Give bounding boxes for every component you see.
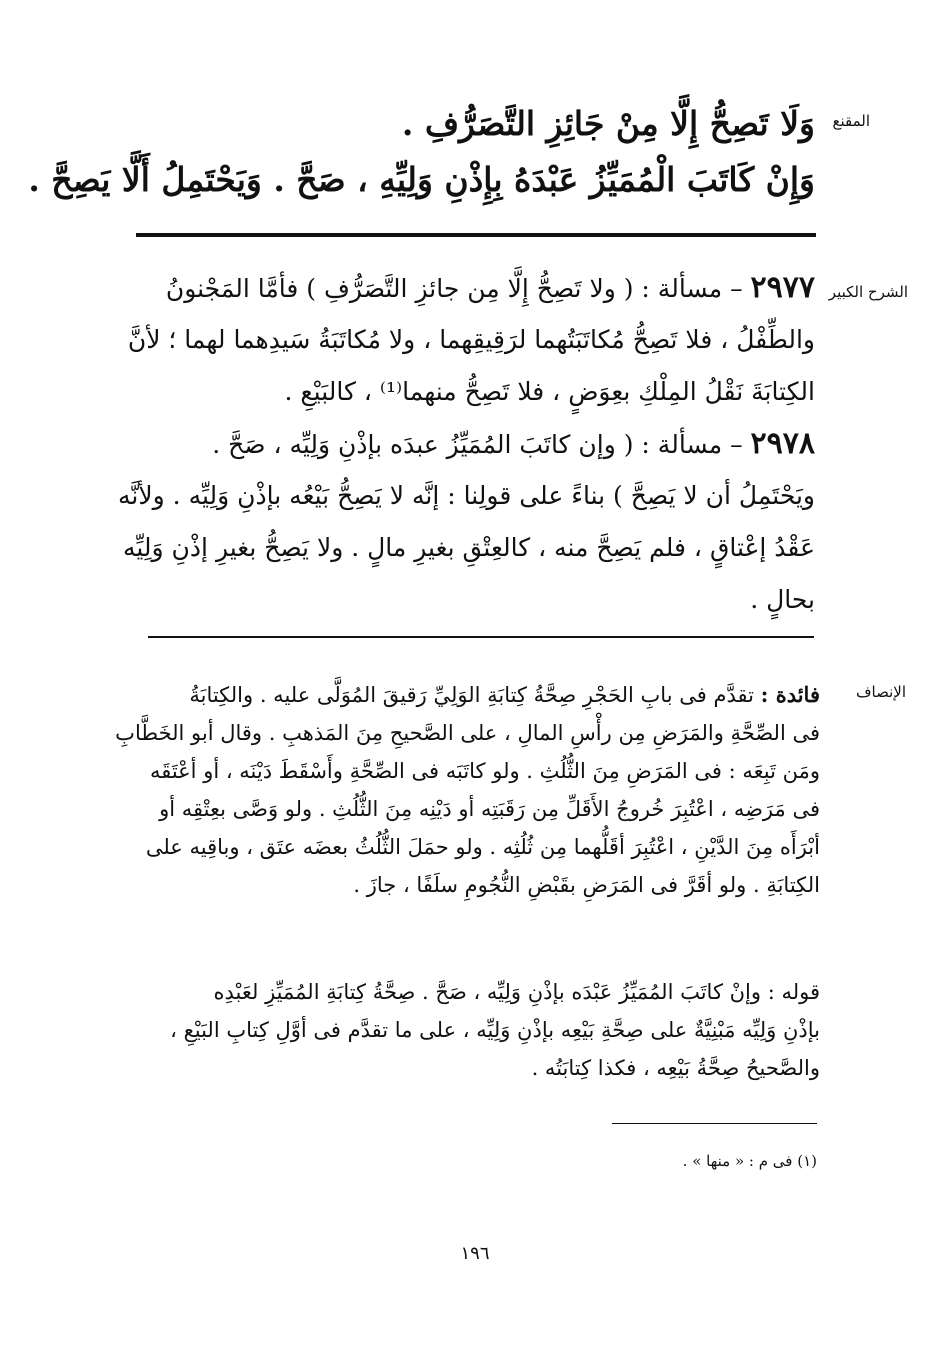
issue-2977-line [135, 262, 815, 314]
footnote-divider [612, 1123, 817, 1124]
thick-divider [136, 233, 816, 237]
insaf-qawluh [135, 973, 820, 1087]
sharh-line: الكِتابَةَ نَقْلُ المِلْكِ بعِوَضٍ ، فلا تَصِحُّ منهما⁽¹⁾ ، كالبَيْعِ . [284, 377, 815, 406]
issue-heading: – مسألة : ( ولا تَصِحُّ إِلَّا مِن جائزِ التَّصَرُّفِ ) فأمَّا المَجْنونُ [165, 274, 743, 303]
issue-number: ٢٩٧٨ [750, 426, 815, 461]
muqni-text [28, 96, 815, 208]
faida-label: فائدة : [760, 682, 820, 707]
insaf-line: أبْرَأَه مِنَ الدَّيْنِ ، اعْتُبِرَ أقَلُّهما مِن ثُلُثِه . ولو حمَلَ الثُّلُثُ بعضَه عتَق ، وباقِيه على [145, 835, 820, 859]
sharh-line: والطِّفْلُ ، فلا تَصِحُّ مُكاتَبَتُهما لرَقِيقِهما ، ولا مُكاتَبَةُ سَيدِهما لهما ؛ لأنَّ [127, 325, 815, 354]
sharh-label: الشرح الكبير [828, 283, 908, 301]
insaf-line: والصَّحيحُ صِحَّةُ بَيْعِه ، فكذا كِتابَتُه . [531, 1056, 820, 1080]
insaf-faida [115, 676, 820, 904]
footnote: (١) فى م : « منها » . [682, 1152, 817, 1170]
muqni-label: المقنع [832, 112, 870, 130]
muqni-line: وَلَا تَصِحُّ إِلَّا مِنْ جَائِزِ التَّصَرُّفِ . [401, 104, 815, 143]
muqni-line: وَإِنْ كَاتَبَ الْمُمَيِّزُ عَبْدَهُ بِإِذْنِ وَلِيِّهِ ، صَحَّ . وَيَحْتَمِلُ أَلَّا يَصِحَّ . [28, 160, 815, 199]
sharh-line: ويَحْتَمِلُ أن لا يَصِحَّ ) بناءً على قولِنا : إنَّه لا يَصِحُّ بَيْعُه بإذْنِ وَلِيِّه . ولأنَّه [118, 481, 815, 510]
insaf-line: ومَن تَبِعَه : فى المَرَضِ مِنَ الثُّلُثِ . ولو كاتَبَه فى الصِّحَّةِ وأَسْقَطَ دَيْنَه ، أو أعْتَقَه [149, 759, 820, 783]
faida-line [135, 676, 820, 714]
page-number: ١٩٦ [460, 1243, 490, 1264]
thin-divider [148, 636, 814, 638]
issue-heading: – مسألة : ( وإن كاتَبَ المُمَيِّزُ عبدَه بإذْنِ وَلِيِّه ، صَحَّ . [212, 430, 743, 459]
insaf-line: بإذْنِ وَلِيِّه مَبْنِيَّةٌ على صِحَّةِ بَيْعِه بإذْنِ وَلِيِّه ، على ما تقدَّم فى أوَّلِ كِتابِ البَيْعِ ، [170, 1018, 820, 1042]
sharh-line: بحالٍ . [750, 585, 815, 614]
issue-2978-line [135, 418, 815, 470]
faida-text: تقدَّم فى بابِ الحَجْرِ صِحَّةُ كِتابَةِ الوَلِيِّ رَقيقَ المُوَلَّى عليه . والكِتابَةُ [189, 683, 754, 707]
issue-number: ٢٩٧٧ [750, 270, 815, 305]
insaf-line: فى مَرَضِه ، اعْتُبِرَ خُروجُ الأَقَلِّ مِن رَقَبَتِه أو دَيْنِه مِنَ الثُّلُثِ . ولو وَصَّى بعِتْقِه أو [159, 797, 820, 821]
insaf-label: الإنصاف [855, 683, 906, 701]
insaf-line: قوله : وإنْ كاتَبَ المُمَيِّزُ عَبْدَه بإذْنِ وَلِيِّه ، صَحَّ . صِحَّةُ كِتابَةِ المُمَيِّزِ لعَبْدِه [213, 980, 820, 1004]
insaf-line: الكِتابَةِ . ولو أقَرَّ فى المَرَضِ بقَبْضِ النُّجُومِ سلَفًا ، جازَ . [353, 873, 820, 897]
sharh-line: عَقْدُ إعْتاقٍ ، فلم يَصِحَّ منه ، كالعِتْقِ بغيرِ مالٍ . ولا يَصِحُّ بغيرِ إذْنِ وَلِيِّه [122, 533, 815, 562]
sharh-text [118, 262, 815, 626]
insaf-line: فى الصِّحَّةِ والمَرَضِ مِن رأْسِ المالِ ، على الصَّحيحِ مِنَ المَذهبِ . وقال أبو الخَطَّابِ [115, 721, 820, 745]
